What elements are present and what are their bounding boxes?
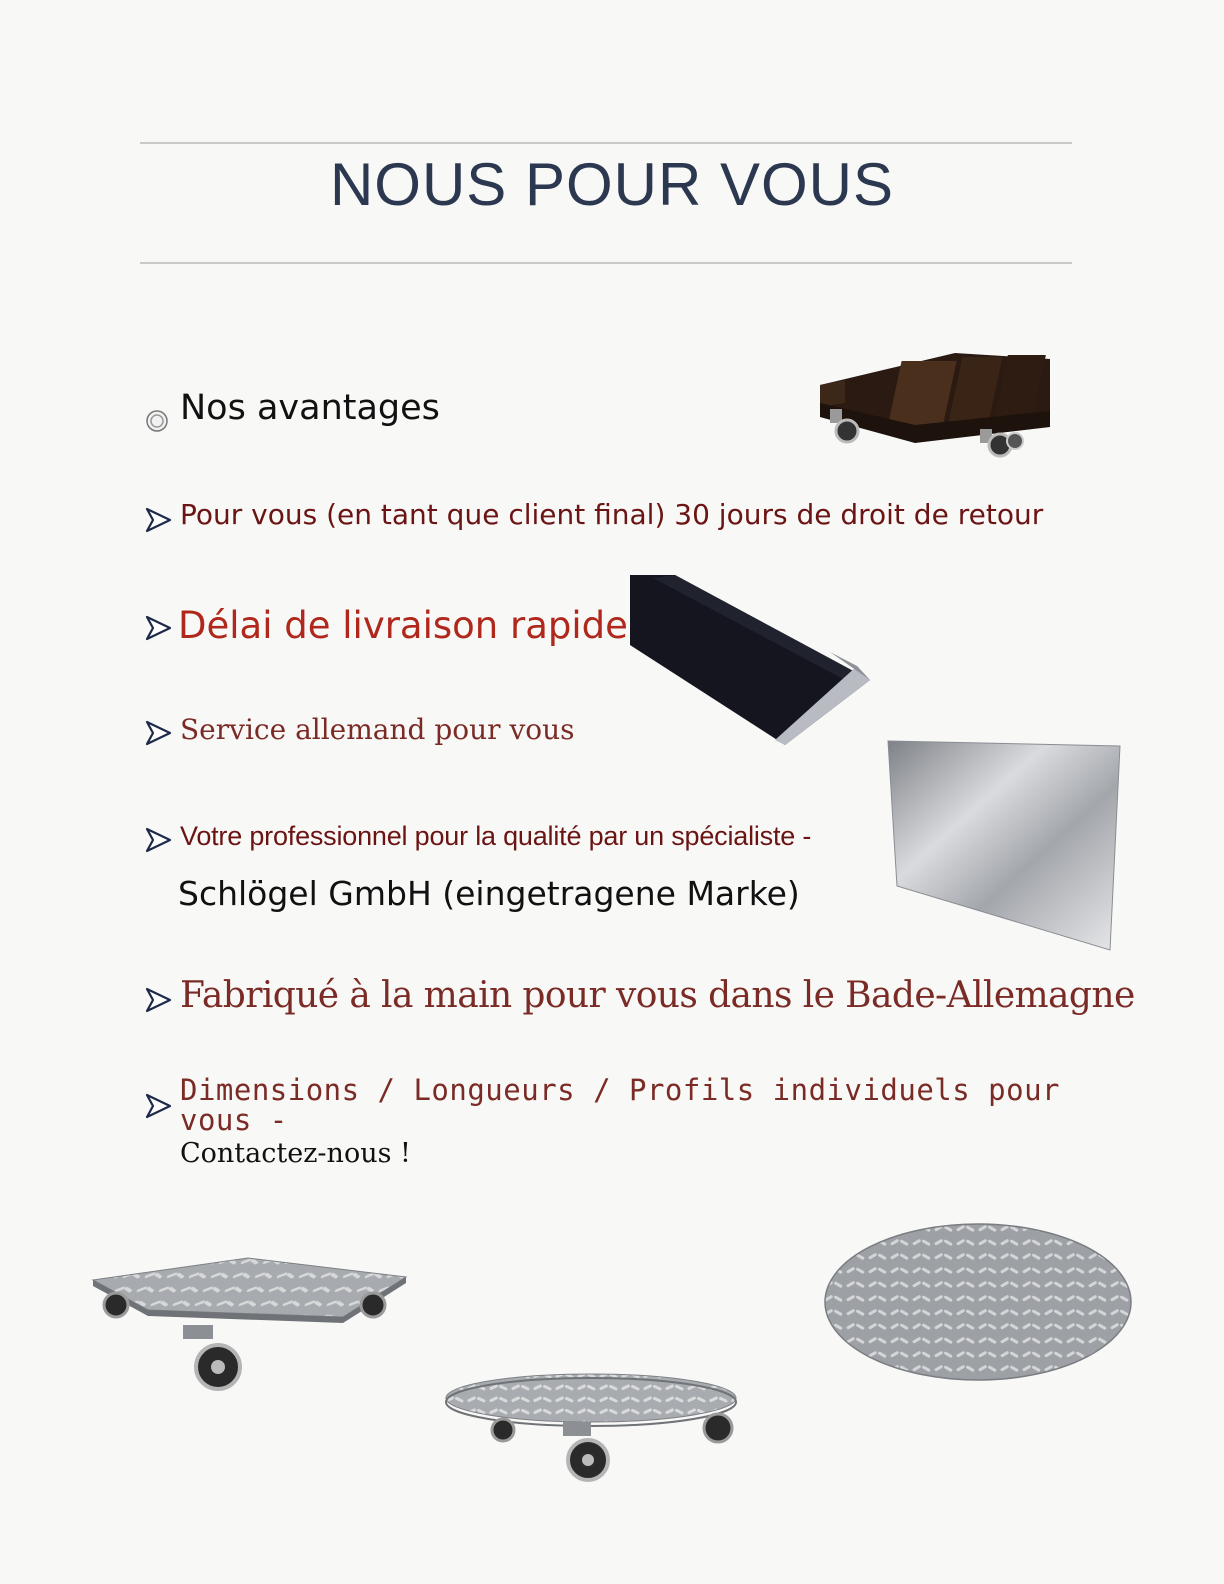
angle-profile-image: [625, 570, 880, 755]
advantage-custom-dimensions: Dimensions / Longueurs / Profils individuels pour: [180, 1073, 1061, 1107]
arrow-right-icon: [144, 826, 172, 854]
advantage-german-service: Service allemand pour vous: [180, 713, 575, 746]
advantage-quality-specialist: Votre professionnel pour la qualité par un spécialiste -: [180, 821, 812, 851]
page-title: NOUS POUR VOUS: [329, 151, 895, 218]
arrow-right-icon: [144, 719, 172, 747]
radio-circle-icon: [145, 409, 169, 433]
arrow-right-icon: [144, 1092, 172, 1120]
square-checker-trolley-image: [88, 1255, 413, 1400]
round-checker-plate-image: [822, 1222, 1137, 1387]
advantage-handmade: Fabriqué à la main pour vous dans le Bade-Allemagne: [180, 975, 1135, 1016]
top-divider: [140, 142, 1072, 144]
contact-us-text: Contactez-nous !: [180, 1138, 411, 1169]
arrow-right-icon: [144, 614, 172, 642]
arrow-right-icon: [144, 986, 172, 1014]
advantages-heading: Nos avantages: [180, 388, 440, 428]
advantage-fast-delivery: Délai de livraison rapide: [178, 604, 628, 647]
company-name: Schlögel GmbH (eingetragene Marke): [178, 874, 800, 913]
wooden-trolley-image: [815, 345, 1060, 465]
arrow-right-icon: [144, 506, 172, 534]
metal-sheet-image: [885, 738, 1125, 953]
advantage-custom-dimensions-cont: vous -: [180, 1103, 288, 1137]
bottom-divider: [140, 262, 1072, 264]
advantage-return-policy: Pour vous (en tant que client final) 30 jours de droit de retour: [180, 498, 1044, 531]
round-checker-trolley-image: [443, 1370, 743, 1485]
